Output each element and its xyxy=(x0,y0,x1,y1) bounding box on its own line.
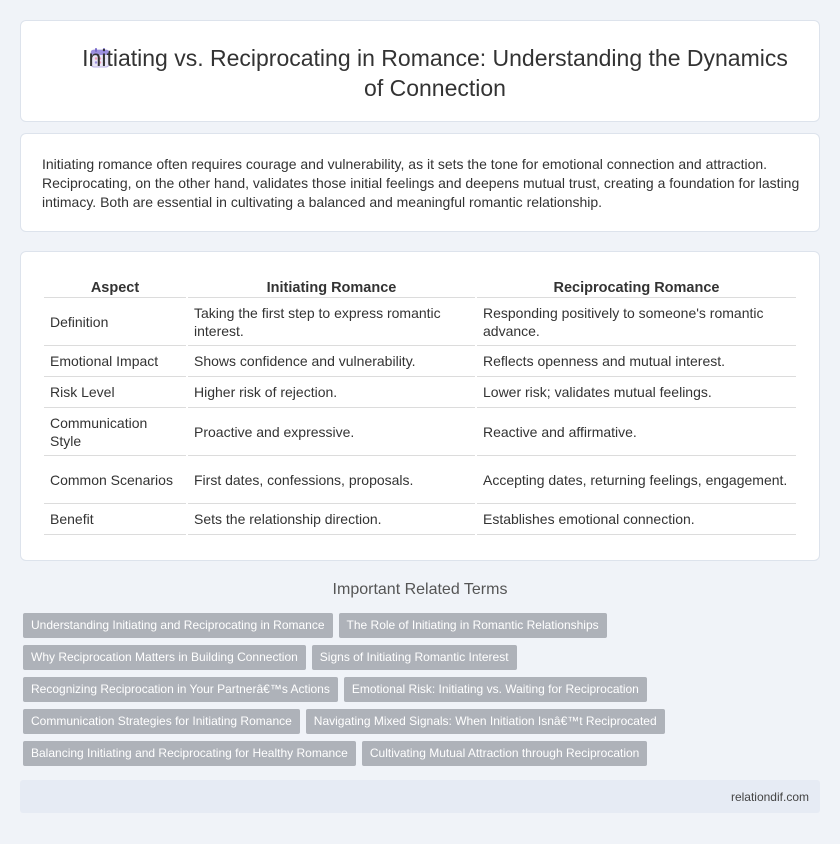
table-cell: Communication Style xyxy=(44,408,186,456)
related-term-tag[interactable]: The Role of Initiating in Romantic Relationships xyxy=(339,613,607,638)
table-cell: First dates, confessions, proposals. xyxy=(188,456,475,504)
title-card xyxy=(20,20,820,122)
related-term-tag[interactable]: Signs of Initiating Romantic Interest xyxy=(312,645,517,670)
table-row xyxy=(44,504,796,535)
table-row xyxy=(44,346,796,377)
table-cell: Higher risk of rejection. xyxy=(188,377,475,408)
related-term-tag[interactable]: Cultivating Mutual Attraction through Reciprocation xyxy=(362,741,647,766)
comparison-table-card xyxy=(20,251,820,561)
intro-card xyxy=(20,133,820,232)
page-title: Initiating vs. Reciprocating in Romance: Understanding the Dynamics of Connection xyxy=(82,45,788,101)
header-aspect: Aspect xyxy=(44,274,186,298)
table-cell: Definition xyxy=(44,298,186,346)
table-row xyxy=(44,298,796,346)
related-term-tag[interactable]: Communication Strategies for Initiating Romance xyxy=(23,709,300,734)
table-header-row xyxy=(44,274,796,298)
table-cell: Reflects openness and mutual interest. xyxy=(477,346,796,377)
related-term-tag[interactable]: Recognizing Reciprocation in Your Partnerâ€™s Actions xyxy=(23,677,338,702)
table-cell: Benefit xyxy=(44,504,186,535)
table-cell: Reactive and affirmative. xyxy=(477,408,796,456)
table-row xyxy=(44,408,796,456)
table-cell: Proactive and expressive. xyxy=(188,408,475,456)
related-term-tag[interactable]: Why Reciprocation Matters in Building Connection xyxy=(23,645,306,670)
table-cell: Risk Level xyxy=(44,377,186,408)
table-cell: Shows confidence and vulnerability. xyxy=(188,346,475,377)
table-cell: Sets the relationship direction. xyxy=(188,504,475,535)
related-terms-heading: Important Related Terms xyxy=(332,581,508,598)
related-terms-list xyxy=(23,613,813,773)
table-cell: Common Scenarios xyxy=(44,456,186,504)
table-cell: Responding positively to someone's romantic advance. xyxy=(477,298,796,346)
header-initiating: Initiating Romance xyxy=(188,274,475,298)
related-term-tag[interactable]: Understanding Initiating and Reciprocating in Romance xyxy=(23,613,333,638)
table-cell: Taking the first step to express romantic interest. xyxy=(188,298,475,346)
table-row xyxy=(44,377,796,408)
footer xyxy=(20,780,820,813)
comparison-table xyxy=(42,274,798,535)
related-term-tag[interactable]: Balancing Initiating and Reciprocating for Healthy Romance xyxy=(23,741,356,766)
table-cell: Accepting dates, returning feelings, engagement. xyxy=(477,456,796,504)
intro-paragraph: Initiating romance often requires courage and vulnerability, as it sets the tone for emotional connection and attraction. Reciprocating, on the other hand, validates those initial feelings and deepens mutual trust, creating a foundation for lasting intimacy. Both are essential in cultivating a balanced and meaningful romantic relationship. xyxy=(42,156,800,210)
header-reciprocating: Reciprocating Romance xyxy=(477,274,796,298)
table-cell: Emotional Impact xyxy=(44,346,186,377)
table-row xyxy=(44,456,796,504)
related-term-tag[interactable]: Emotional Risk: Initiating vs. Waiting for Reciprocation xyxy=(344,677,647,702)
footer-site-link[interactable]: relationdif.com xyxy=(730,790,809,804)
related-term-tag[interactable]: Navigating Mixed Signals: When Initiation Isnâ€™t Reciprocated xyxy=(306,709,665,734)
table-cell: Lower risk; validates mutual feelings. xyxy=(477,377,796,408)
table-cell: Establishes emotional connection. xyxy=(477,504,796,535)
